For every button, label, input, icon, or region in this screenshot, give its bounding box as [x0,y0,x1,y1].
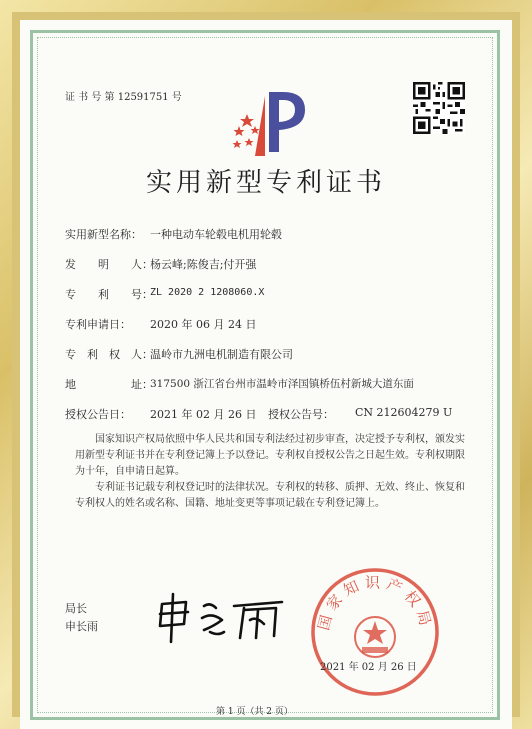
field-value-patentee: 温岭市九洲电机制造有限公司 [150,348,293,361]
field-label-grant-number: 授权公告号： [268,408,334,421]
field-label-filing-date: 专利申请日： [65,318,131,331]
field-value-grant-date: 2021 年 02 月 26 日 [150,408,257,421]
seal-date: 2021 年 02 月 26 日 [320,662,417,673]
certificate-number: 证 书 号 第 12591751 号 [65,92,182,103]
qr-code-icon [413,82,465,134]
field-label-inventors: 发 明 人： [65,258,153,271]
field-value-filing-date: 2020 年 06 月 24 日 [150,318,257,331]
page-number: 第 1 页（共 2 页） [216,707,293,717]
field-value-patent-number: ZL 2020 2 1208060.X [150,287,265,298]
field-value-inventors: 杨云峰;陈俊吉;付开强 [150,258,257,271]
official-seal-icon [308,565,442,699]
certificate-paper [20,20,512,729]
field-label-patent-number: 专 利 号： [65,288,153,301]
signature-icon [152,592,292,644]
field-label-name: 实用新型名称： [65,228,142,241]
field-label-address: 地 址： [65,378,153,391]
signer-title: 局长 [65,602,87,615]
patent-office-logo-icon [225,86,315,160]
seal-text: 国家知识产权局 [314,573,436,633]
field-label-grant-date: 授权公告日： [65,408,131,421]
signer-name: 申长雨 [65,620,98,633]
legal-paragraph-2: 专利证书记载专利权登记时的法律状况。专利权的转移、质押、无效、终止、恢复和专利权人的姓名或名称、国籍、地址变更等事项记载在专利登记簿上。 [75,482,465,509]
field-value-address: 317500 浙江省台州市温岭市泽国镇桥伍村新城大道东面 [150,378,414,390]
field-value-grant-number: CN 212604279 U [355,406,453,419]
field-label-patentee: 专 利 权 人： [65,348,153,361]
certificate-title: 实用新型专利证书 [145,168,386,198]
legal-paragraph-1: 国家知识产权局依照中华人民共和国专利法经过初步审查，决定授予专利权，颁发实用新型专利证书并在专利登记簿上予以登记。专利权自授权公告之日起生效。专利权期限为十年，自申请日起算。 [75,434,465,477]
field-value-name: 一种电动车轮毂电机用轮毂 [150,228,282,241]
